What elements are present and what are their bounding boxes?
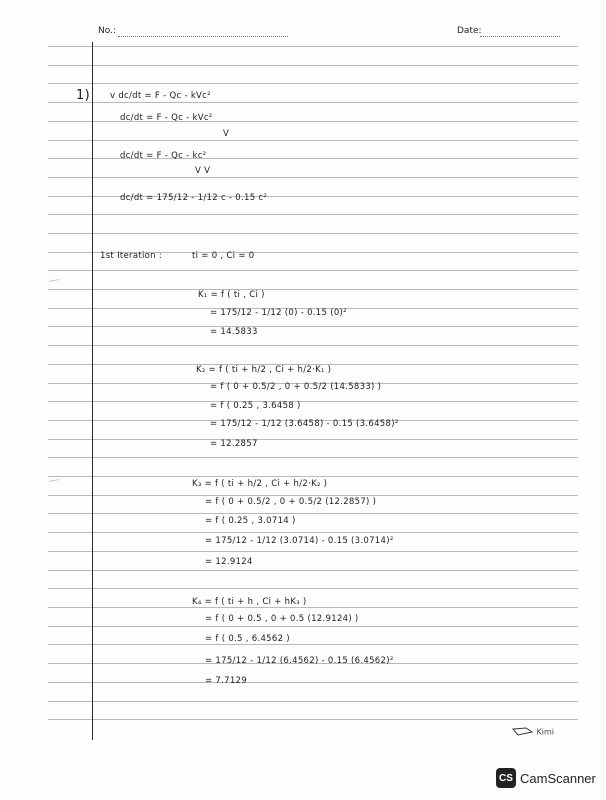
ruled-line: [48, 270, 578, 271]
ruled-line: [48, 326, 578, 327]
k3-line: = f ( 0 + 0.5/2 , 0 + 0.5/2 (12.2857) ): [205, 497, 377, 507]
ruled-line: [48, 532, 578, 533]
ruled-line: [48, 701, 578, 702]
k2-result: = 12.2857: [210, 439, 258, 449]
k3-line: = 175/12 - 1/12 (3.0714) - 0.15 (3.0714)²: [205, 536, 394, 546]
ruled-line: [48, 644, 578, 645]
ruled-line: [48, 214, 578, 215]
k4-result: = 7.7129: [205, 676, 247, 686]
ruled-line: [48, 457, 578, 458]
page-footer-mark: [512, 726, 554, 738]
ruled-line: [48, 177, 578, 178]
ruled-line: [48, 102, 578, 103]
k2-line: = f ( 0.25 , 3.6458 ): [210, 401, 301, 411]
ruled-line: [48, 345, 578, 346]
date-underline: [480, 36, 560, 37]
initial-conditions: ti = 0 , Ci = 0: [192, 251, 255, 261]
k2-line: = f ( 0 + 0.5/2 , 0 + 0.5/2 (14.5833) ): [210, 382, 382, 392]
date-label: Date:: [457, 26, 482, 36]
k4-line: K₄ = f ( ti + h , Ci + hK₃ ): [192, 597, 307, 607]
ruled-line: [48, 588, 578, 589]
camscanner-wordmark: CamScanner: [520, 771, 596, 786]
k2-line: K₂ = f ( ti + h/2 , Ci + h/2·K₁ ): [196, 365, 332, 375]
equation-denominator: V V: [195, 166, 211, 176]
ruled-line: [48, 401, 578, 402]
ruled-line: [48, 626, 578, 627]
ruled-line: [48, 551, 578, 552]
ruled-line: [48, 607, 578, 608]
ruled-line: [48, 513, 578, 514]
ruled-line: [48, 65, 578, 66]
ruled-line: [48, 476, 578, 477]
ruled-line: [48, 46, 578, 47]
k1-line: = 175/12 - 1/12 (0) - 0.15 (0)²: [210, 308, 347, 318]
equation-line: dc/dt = 175/12 - 1/12 c - 0.15 c²: [120, 193, 268, 203]
k2-line: = 175/12 - 1/12 (3.6458) - 0.15 (3.6458)²: [210, 419, 399, 429]
k4-line: = 175/12 - 1/12 (6.4562) - 0.15 (6.4562)²: [205, 656, 394, 666]
ruled-line: [48, 570, 578, 571]
k3-result: = 12.9124: [205, 557, 253, 567]
swoosh-icon: [512, 726, 534, 738]
k3-line: = f ( 0.25 , 3.0714 ): [205, 516, 296, 526]
ruled-line: [48, 439, 578, 440]
no-underline: [118, 36, 288, 37]
k4-line: = f ( 0.5 , 6.4562 ): [205, 634, 290, 644]
ruled-line: [48, 83, 578, 84]
equation-line: v dc/dt = F - Qc - kVc²: [110, 91, 211, 101]
margin-line: [92, 42, 93, 740]
ruled-line: [48, 289, 578, 290]
punch-mark: [49, 279, 59, 283]
no-label: No.:: [98, 26, 116, 36]
k4-line: = f ( 0 + 0.5 , 0 + 0.5 (12.9124) ): [205, 614, 359, 624]
iteration-label: 1st Iteration :: [100, 251, 162, 261]
ruled-line: [48, 140, 578, 141]
equation-denominator: V: [223, 129, 230, 139]
equation-line: dc/dt = F - Qc - kVc²: [120, 113, 213, 123]
k3-line: K₃ = f ( ti + h/2 , Ci + h/2·K₂ ): [192, 479, 328, 489]
ruled-line: [48, 682, 578, 683]
camscanner-logo-icon: CS: [496, 768, 516, 788]
k1-line: K₁ = f ( ti , Ci ): [198, 290, 265, 300]
punch-mark: [49, 479, 59, 483]
ruled-line: [48, 495, 578, 496]
equation-line: dc/dt = F - Qc - kc²: [120, 151, 207, 161]
footer-mark-text: Kimi: [536, 727, 555, 737]
question-number: 1): [76, 88, 90, 103]
ruled-line: [48, 233, 578, 234]
ruled-line: [48, 719, 578, 720]
k1-result: = 14.5833: [210, 327, 258, 337]
